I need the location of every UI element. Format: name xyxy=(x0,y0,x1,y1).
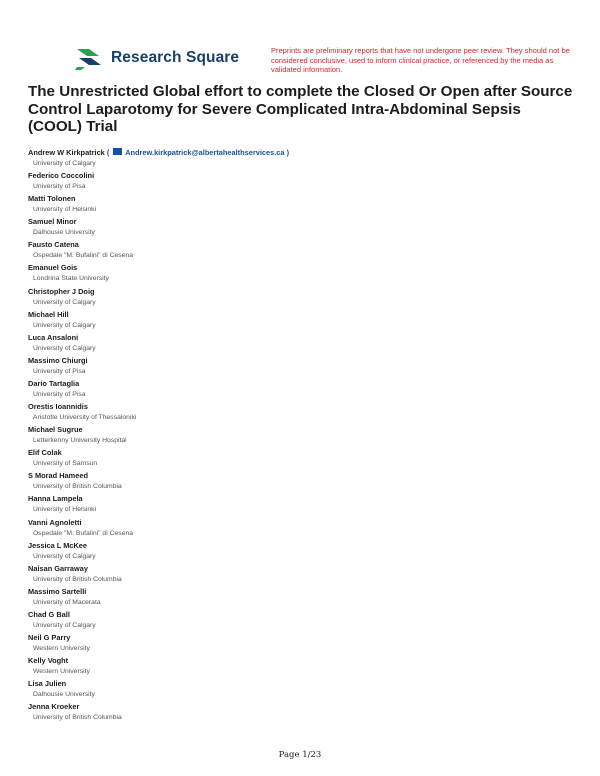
author-name: Christopher J Doig xyxy=(28,286,95,296)
author-affiliation: University of Calgary xyxy=(33,298,96,306)
author-name: Michael Hill xyxy=(28,309,69,319)
author-entry xyxy=(28,425,578,448)
author-affiliation: University of Calgary xyxy=(33,321,96,329)
author-name: Neil G Parry xyxy=(28,632,71,642)
corresponding-email-link[interactable]: Andrew.kirkpatrick@albertahealthservices.ca xyxy=(125,148,285,157)
author-name: Jenna Kroeker xyxy=(28,702,80,712)
author-entry xyxy=(28,148,578,171)
author-affiliation: University of Calgary xyxy=(33,552,96,560)
author-affiliation: Western University xyxy=(33,668,90,676)
paper-title: The Unrestricted Global effort to complete the Closed Or Open after Source Control Laparotomy for Severe Complicated Intra-Abdominal Sepsis (COOL) Trial xyxy=(28,83,573,135)
author-affiliation: University of Helsinki xyxy=(33,206,97,214)
author-entry xyxy=(28,702,578,725)
author-entry xyxy=(28,310,578,333)
author-affiliation: Letterkenny University Hospital xyxy=(33,437,127,445)
author-name: Matti Tolonen xyxy=(28,194,76,204)
author-affiliation: Aristotle University of Thessaloniki xyxy=(33,414,137,422)
author-name: Michael Sugrue xyxy=(28,425,83,435)
author-entry xyxy=(28,448,578,471)
envelope-icon xyxy=(113,148,122,155)
author-entry xyxy=(28,564,578,587)
author-affiliation: University of Calgary xyxy=(33,344,96,352)
author-entry xyxy=(28,471,578,494)
author-entry xyxy=(28,333,578,356)
author-affiliation: University of Pisa xyxy=(33,367,86,375)
author-affiliation: Ospedale "M. Bufalini" di Cesena xyxy=(33,252,134,260)
author-entry xyxy=(28,587,578,610)
corresponding-open: ( xyxy=(106,148,110,157)
author-affiliation: Western University xyxy=(33,644,90,652)
author-entry xyxy=(28,263,578,286)
author-name: Luca Ansaloni xyxy=(28,332,79,342)
author-name: Fausto Catena xyxy=(28,240,79,250)
author-entry xyxy=(28,171,578,194)
author-name: Emanuel Gois xyxy=(28,263,78,273)
author-affiliation: University of Calgary xyxy=(33,160,96,167)
author-name: S Morad Hameed xyxy=(28,471,88,481)
author-entry xyxy=(28,494,578,517)
logo-text: Research Square xyxy=(111,49,240,66)
author-entry xyxy=(28,633,578,656)
author-name: Hanna Lampela xyxy=(28,494,83,504)
author-entry xyxy=(28,379,578,402)
author-affiliation: University of Pisa xyxy=(33,183,86,191)
author-affiliation: University of Samsun xyxy=(33,460,98,468)
author-entry xyxy=(28,287,578,310)
author-name: Lisa Julien xyxy=(28,679,67,689)
author-entry xyxy=(28,518,578,541)
author-name: Chad G Ball xyxy=(28,609,70,619)
author-name: Andrew W Kirkpatrick xyxy=(28,148,105,157)
author-affiliation: University of Calgary xyxy=(33,621,96,629)
author-name: Vanni Agnoletti xyxy=(28,517,82,527)
author-entry xyxy=(28,240,578,263)
author-entry xyxy=(28,402,578,425)
research-square-logo-icon xyxy=(75,46,103,70)
author-affiliation: Ospedale "M. Bufalini" di Cesena xyxy=(33,529,134,537)
author-name: Kelly Voght xyxy=(28,656,69,666)
page-number: Page 1/23 xyxy=(278,750,322,760)
author-name: Jessica L McKee xyxy=(28,540,88,550)
author-entry xyxy=(28,217,578,240)
author-entry xyxy=(28,541,578,564)
author-name: Federico Coccolini xyxy=(28,171,95,181)
author-affiliation: Dalhousie University xyxy=(33,229,95,237)
author-name: Naisan Garraway xyxy=(28,563,88,573)
author-name: Samuel Minor xyxy=(28,217,77,227)
author-affiliation: Dalhousie University xyxy=(33,691,95,699)
preprint-disclaimer: Preprints are preliminary reports that have not undergone peer review. They should not be considered conclusive, used to inform clinical practice, or referenced by the media as validated information. xyxy=(271,46,570,74)
author-entry xyxy=(28,679,578,702)
research-square-logo[interactable] xyxy=(75,46,239,70)
author-affiliation: University of Helsinki xyxy=(33,506,97,514)
author-list xyxy=(28,148,578,725)
author-name: Elif Colak xyxy=(28,448,62,458)
author-entry xyxy=(28,610,578,633)
author-affiliation: University of British Columbia xyxy=(33,575,122,583)
author-affiliation: University of British Columbia xyxy=(33,483,122,491)
author-name: Orestis Ioannidis xyxy=(28,402,88,412)
author-affiliation: University of Pisa xyxy=(33,390,86,398)
author-affiliation: University of Macerata xyxy=(33,598,101,606)
corresponding-close: ) xyxy=(286,148,290,157)
author-name: Massimo Chiurgi xyxy=(28,355,88,365)
author-entry xyxy=(28,656,578,679)
author-name: Dario Tartaglia xyxy=(28,378,80,388)
author-name: Massimo Sartelli xyxy=(28,586,87,596)
author-affiliation: University of British Columbia xyxy=(33,714,122,722)
author-entry xyxy=(28,194,578,217)
author-entry xyxy=(28,356,578,379)
author-affiliation: Londrina State University xyxy=(33,275,109,283)
